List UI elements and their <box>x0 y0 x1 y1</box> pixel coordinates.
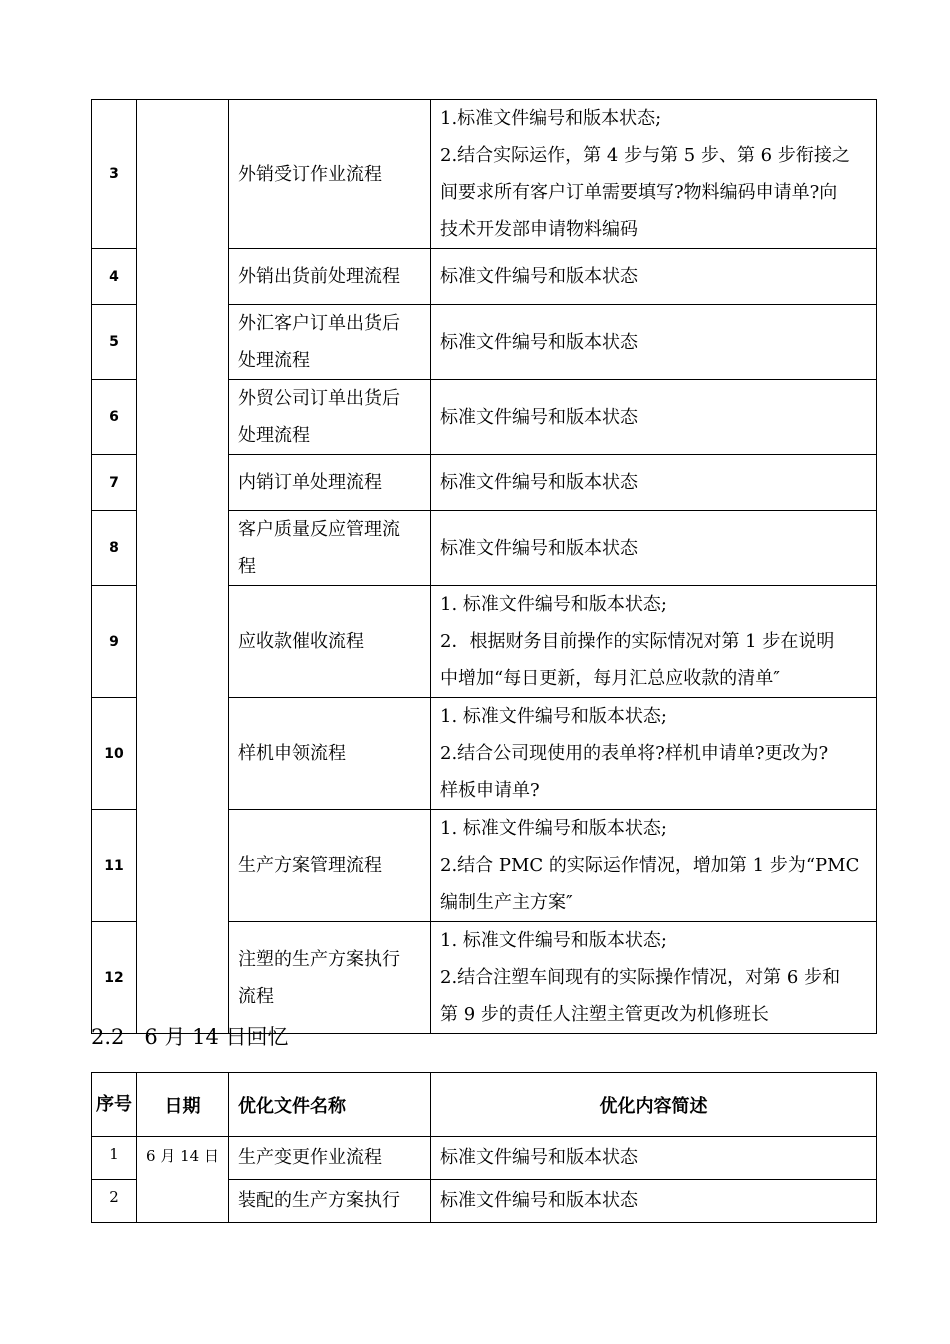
file-name-line: 外汇客户订单出货后 <box>238 313 400 334</box>
row-file-name <box>229 698 431 810</box>
file-name-line: 内销订单处理流程 <box>238 472 382 493</box>
row-description <box>431 586 877 698</box>
table-header-row <box>92 1073 877 1137</box>
description-line: 2．根据财务目前操作的实际情况对第 1 步在说明 <box>440 631 835 652</box>
row-file-name <box>229 586 431 698</box>
row-description <box>431 511 877 586</box>
description-line: 编制生产主方案″ <box>440 892 573 913</box>
row-description: 标准文件编号和版本状态 <box>431 1180 877 1223</box>
row-number: 3 <box>92 100 137 249</box>
header-date: 日期 <box>137 1073 229 1137</box>
row-number: 12 <box>92 922 137 1034</box>
optimization-table <box>91 1072 877 1223</box>
description-line: 2.结合 PMC 的实际运作情况，增加第 1 步为“PMC <box>440 855 860 876</box>
row-number: 11 <box>92 810 137 922</box>
row-number: 8 <box>92 511 137 586</box>
row-file-name <box>229 380 431 455</box>
description-line: 标准文件编号和版本状态 <box>440 537 638 559</box>
row-description <box>431 380 877 455</box>
description-line: 标准文件编号和版本状态 <box>440 472 638 493</box>
description-line: 间要求所有客户订单需要填写?物料编码申请单?向 <box>440 182 838 203</box>
row-description <box>431 922 877 1034</box>
row-file-name <box>229 511 431 586</box>
process-table <box>91 99 877 1034</box>
row-number: 6 <box>92 380 137 455</box>
row-number: 7 <box>92 455 137 511</box>
description-line: 标准文件编号和版本状态 <box>440 331 638 353</box>
row-description <box>431 455 877 511</box>
row-file-name <box>229 455 431 511</box>
row-description: 标准文件编号和版本状态 <box>431 1137 877 1180</box>
file-name-line: 流程 <box>238 985 274 1007</box>
description-line: 1.标准文件编号和版本状态; <box>440 108 662 129</box>
description-line: 2.结合注塑车间现有的实际操作情况，对第 6 步和 <box>440 967 841 988</box>
row-number: 4 <box>92 249 137 305</box>
row-description <box>431 698 877 810</box>
description-line: 1. 标准文件编号和版本状态; <box>440 930 667 951</box>
table-row <box>92 100 877 249</box>
description-line: 标准文件编号和版本状态 <box>440 406 638 428</box>
description-line: 标准文件编号和版本状态 <box>440 266 638 287</box>
row-number: 1 <box>92 1137 137 1180</box>
header-description: 优化内容简述 <box>431 1073 877 1137</box>
row-file-name <box>229 305 431 380</box>
description-line: 第 9 步的责任人注塑主管更改为机修班长 <box>440 1004 769 1025</box>
description-line: 样板申请单? <box>440 780 540 801</box>
file-name-line: 生产方案管理流程 <box>238 855 382 876</box>
description-line: 1. 标准文件编号和版本状态; <box>440 706 667 727</box>
row-file-name: 生产变更作业流程 <box>229 1137 431 1180</box>
file-name-line: 处理流程 <box>238 425 310 446</box>
row-number: 2 <box>92 1180 137 1223</box>
description-line: 1. 标准文件编号和版本状态; <box>440 818 667 839</box>
row-file-name <box>229 810 431 922</box>
row-file-name <box>229 922 431 1034</box>
description-line: 技术开发部申请物料编码 <box>440 219 638 240</box>
file-name-line: 处理流程 <box>238 350 310 371</box>
file-name-line: 外销出货前处理流程 <box>238 266 400 287</box>
row-description <box>431 305 877 380</box>
row-date-empty <box>137 100 229 1034</box>
row-description <box>431 249 877 305</box>
row-file-name <box>229 100 431 249</box>
file-name-line: 外贸公司订单出货后 <box>238 388 400 409</box>
row-number: 5 <box>92 305 137 380</box>
description-line: 中增加“每日更新，每月汇总应收款的清单″ <box>440 668 780 689</box>
row-number: 10 <box>92 698 137 810</box>
row-date: 6 月 14 日 <box>137 1137 229 1223</box>
row-file-name <box>229 249 431 305</box>
file-name-line: 客户质量反应管理流 <box>238 519 400 540</box>
description-line: 2.结合公司现使用的表单将?样机申请单?更改为? <box>440 743 829 764</box>
row-number: 9 <box>92 586 137 698</box>
section-heading: 2.2 6 月 14 日回忆 <box>91 1025 289 1049</box>
row-file-name: 装配的生产方案执行 <box>229 1180 431 1223</box>
row-description <box>431 810 877 922</box>
description-line: 1. 标准文件编号和版本状态; <box>440 594 667 615</box>
file-name-line: 程 <box>238 556 256 577</box>
file-name-line: 外销受订作业流程 <box>238 163 382 185</box>
row-description <box>431 100 877 249</box>
file-name-line: 应收款催收流程 <box>238 631 364 652</box>
description-line: 2.结合实际运作，第 4 步与第 5 步、第 6 步衔接之 <box>440 145 850 166</box>
file-name-line: 注塑的生产方案执行 <box>238 948 400 970</box>
table-row <box>92 1137 877 1180</box>
file-name-line: 样机申领流程 <box>238 743 346 764</box>
header-number: 序号 <box>92 1073 137 1137</box>
header-file-name: 优化文件名称 <box>229 1073 431 1137</box>
